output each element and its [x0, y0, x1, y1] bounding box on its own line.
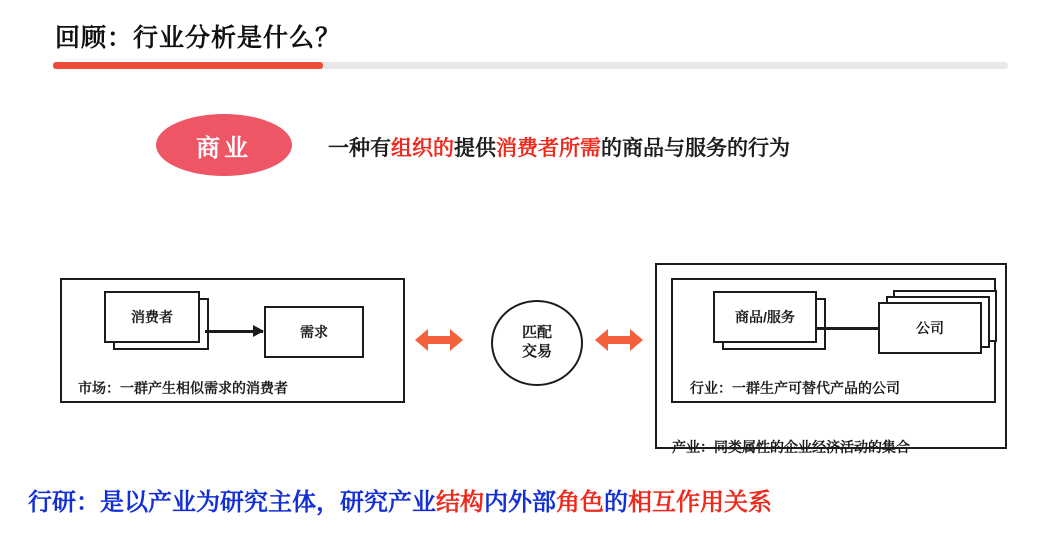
conclusion-seg-3: 内外部 — [484, 489, 556, 516]
definition-seg-1: 一种有 — [328, 137, 391, 160]
business-definition — [328, 132, 790, 162]
title-underline-track — [53, 62, 1008, 69]
match-transaction-ellipse — [491, 300, 583, 386]
demand-label: 需求 — [300, 324, 328, 340]
company-label: 公司 — [916, 320, 944, 336]
product-box — [713, 291, 817, 343]
product-label: 商品/服务 — [735, 309, 795, 325]
market-caption: 市场：一群产生相似需求的消费者 — [78, 380, 288, 396]
industry-inner-caption: 行业：一群生产可替代产品的公司 — [690, 380, 900, 396]
definition-seg-4-highlight: 消费者所需 — [496, 137, 601, 160]
consumer-box — [104, 291, 200, 343]
definition-seg-2-highlight: 组织的 — [391, 137, 454, 160]
industry-outer-caption: 产业：同类属性的企业经济活动的集合 — [672, 439, 910, 455]
business-badge — [156, 114, 292, 176]
business-badge-label: 商业 — [196, 134, 252, 162]
product-to-company-connector-icon — [817, 327, 878, 330]
demand-box — [264, 306, 364, 358]
definition-seg-3: 提供 — [454, 137, 496, 160]
match-label-line1: 匹配 — [521, 324, 552, 342]
left-double-arrow-icon — [415, 325, 463, 355]
page-title: 回顾：行业分析是什么？ — [55, 24, 342, 52]
title-underline-accent — [53, 62, 323, 69]
conclusion-seg-6-highlight: 相互作用关系 — [628, 489, 772, 516]
conclusion-seg-5: 的 — [604, 489, 628, 516]
consumer-to-demand-arrow-icon — [205, 330, 263, 333]
conclusion-text — [28, 482, 772, 517]
definition-seg-5: 的商品与服务的行为 — [601, 137, 790, 160]
conclusion-seg-4-highlight: 角色 — [556, 489, 604, 516]
match-label-line2: 交易 — [521, 343, 552, 360]
company-box — [878, 302, 982, 354]
right-double-arrow-icon — [595, 325, 643, 355]
conclusion-seg-2-highlight: 结构 — [436, 489, 484, 516]
consumer-label: 消费者 — [131, 309, 173, 325]
conclusion-seg-1: 行研：是以产业为研究主体，研究产业 — [28, 489, 436, 516]
